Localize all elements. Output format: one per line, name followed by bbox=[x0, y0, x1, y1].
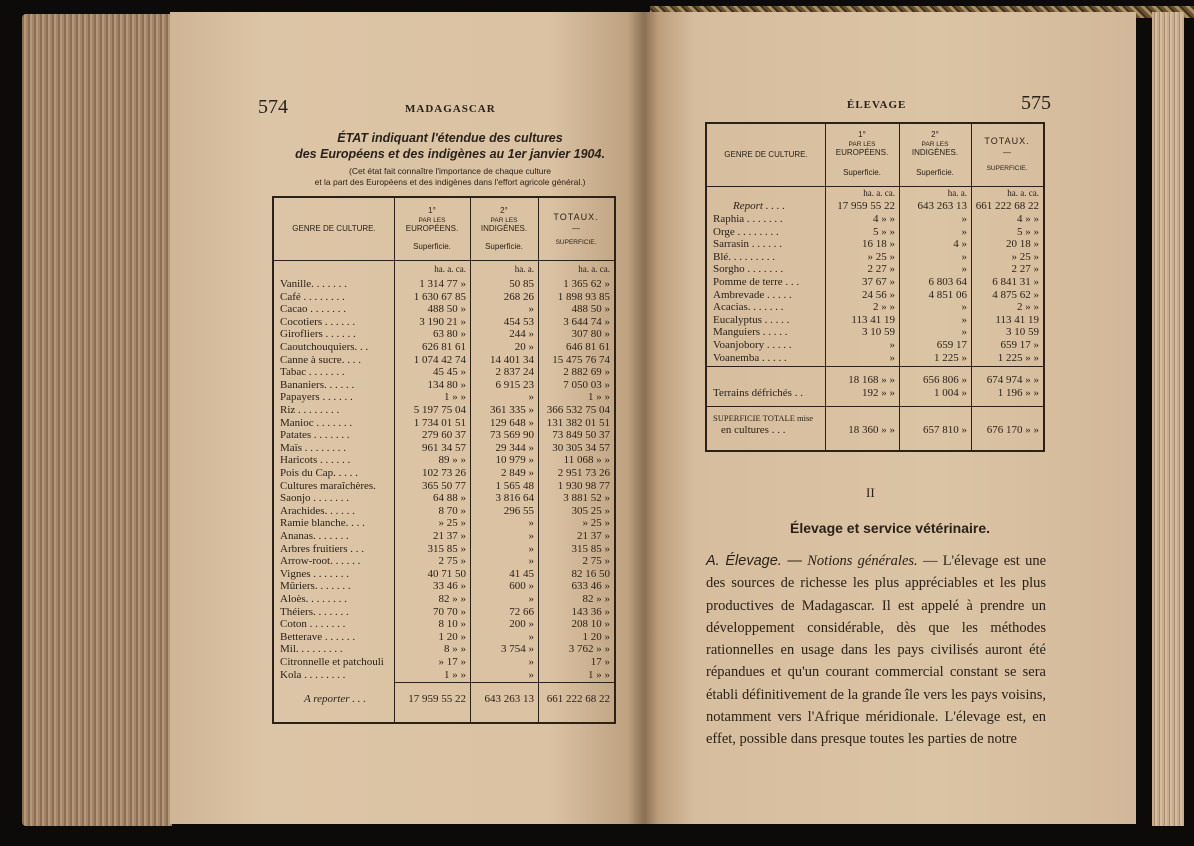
cell-c2: 1 565 48 bbox=[495, 479, 534, 492]
table-row bbox=[274, 517, 614, 529]
cell-name: Raphia . . . . . . . bbox=[713, 213, 783, 225]
table-row-grand-total bbox=[707, 424, 1043, 436]
table-title-line-2: des Européens et des indigènes au 1er janvier 1904. bbox=[295, 147, 605, 161]
table-row bbox=[707, 213, 1043, 225]
grand-total-c2: 657 810 » bbox=[923, 424, 967, 436]
cell-name: Mil. . . . . . . . . bbox=[280, 643, 343, 656]
cell-name: Orge . . . . . . . . bbox=[713, 225, 779, 238]
cell-c1: 24 56 » bbox=[862, 288, 895, 301]
total-name: A reporter . . . bbox=[304, 693, 367, 705]
cell-c2: » bbox=[961, 301, 967, 314]
cell-c3: 5 » » bbox=[1017, 225, 1039, 238]
table-row bbox=[707, 301, 1043, 313]
header-col1-sub-right: Superficie. bbox=[843, 168, 881, 177]
cell-c2: » bbox=[961, 326, 967, 339]
cultures-table-right: GENRE DE CULTURE. 1° PAR LES EUROPÉENS. Superficie. 2° PAR LES INDIGÈNES. Superficie. TOTAUX. — SUPERFICIE. ha. a. ca. ha. a. ha. a. ca. Report . . . . 17 959 55 22 643 263 13 661 222 68 22 Raphia . . . . . . . 4 » » » 4 » » Orge . . . . . . . . 5 » » » 5 » » Sarrasin . . . . . . 16 18 » 4 » 20 18 » Blé. . . . . . . . . » 25 » » » 25 » Sorgho . . . . . . . 2 27 » » 2 27 » Pomme de terre . . . 37 67 » 6 803 64 6 841 31 » Ambrevade . . . . . 24 56 » 4 851 06 4 875 62 » Acacias. . . . . . . 2 » » » 2 » » Eucalyptus . . . . . 113 41 19 » 113 41 19 Manguiers . . . . . 3 10 59 » 3 10 59 Voanjobory . . . . . » 659 17 659 17 » Voanemba . . . . . » 1 225 » 1 225 » » 18 168 » » 656 806 » 674 974 » » Terrains défrichés . . 192 » » 1 004 » 1 196 » » SUPERFICIE TOTALE mise en cultures . . . 18 360 » » 657 810 » 676 170 » » bbox=[705, 122, 1045, 452]
cell-c3: 307 80 » bbox=[571, 328, 610, 341]
page-number-right: 575 bbox=[1021, 92, 1051, 114]
cell-name: Arrow-root. . . . . . bbox=[280, 555, 361, 568]
header-col3-sub: SUPERFICIE. bbox=[555, 239, 597, 246]
cell-c2: » bbox=[528, 303, 534, 316]
cell-c1: 37 67 » bbox=[862, 276, 895, 288]
cell-c3: 1 225 » » bbox=[997, 351, 1039, 364]
cell-c2: 454 53 bbox=[503, 315, 534, 328]
cell-c1: » 25 » bbox=[867, 250, 895, 263]
cell-c3: 143 36 » bbox=[571, 605, 610, 618]
cell-c2: 296 55 bbox=[503, 504, 534, 517]
page-edges-left bbox=[22, 14, 172, 826]
header-col1-num: 1° bbox=[428, 206, 436, 215]
cell-name: Théiers. . . . . . . bbox=[280, 605, 349, 618]
cell-c1: » 25 » bbox=[438, 517, 466, 530]
cell-name: Tabac . . . . . . . bbox=[280, 366, 345, 379]
cultures-table-left: GENRE DE CULTURE. 1° PAR LES EUROPÉENS. Superficie. 2° PAR LES INDIGÈNES. Superficie. TOTAUX. — SUPERFICIE. ha. a. ca. ha. a. ha. a. ca. Vanille. . . . . . . 1 314 77 » 50 85 1 365 62 » Café . . . . . . . . 1 630 67 85 268 26 1 898 93 85 Cacao . . . . . . . 488 50 » » 488 50 » Cocotiers . . . . . . 3 190 21 » 454 53 3 644 74 » Girofliers . . . . . . 63 80 » 244 » 307 80 » Caoutchouquiers. . . 626 81 61 20 » 646 81 61 Canne à sucre. . . . 1 074 42 74 14 401 34 15 475 76 74 Tabac . . . . . . . 45 45 » 2 837 24 2 882 69 » Bananiers. . . . . . 134 80 » 6 915 23 7 050 03 » Papayers . . . . . . 1 » » » 1 » » Riz . . . . . . . . 5 197 75 04 361 335 » 366 532 75 04 Manioc . . . . . . . 1 734 01 51 129 648 » 131 382 01 51 Patates . . . . . . . 279 60 37 73 569 90 73 849 50 37 Maïs . . . . . . . . 961 34 57 29 344 » 30 305 34 57 Haricots . . . . . . 89 » » 10 979 » 11 068 » » Pois du Cap. . . . . 102 73 26 2 849 » 2 951 73 26 Cultures maraîchères. 365 50 77 1 565 48 1 930 98 77 Saonjo . . . . . . . 64 88 » 3 816 64 3 881 52 » Arachides. . . . . . 8 70 » 296 55 305 25 » Ramie blanche. . . . » 25 » » » 25 » Ananas. . . . . . . 21 37 » » 21 37 » Arbres fruitiers . . . 315 85 » » 315 85 » Arrow-root. . . . . . 2 75 » » 2 75 » Vignes . . . . . . . 40 71 50 41 45 82 16 50 Mûriers. . . . . . . 33 46 » 600 » 633 46 » Aloès. . . . . . . . 82 » » » 82 » » Théiers. . . . . . . 70 70 » 72 66 143 36 » Coton . . . . . . . 8 10 » 200 » 208 10 » Betterave . . . . . . 1 20 » » 1 20 » Mil. . . . . . . . . 8 » » 3 754 » 3 762 » » Citronnelle et patchouli » 17 » » 17 » Kola . . . . . . . . 1 » » » 1 » » A reporter . . . 17 959 55 22 643 263 13 661 222 68 22 bbox=[272, 196, 616, 724]
cell-name: Saonjo . . . . . . . bbox=[280, 492, 350, 505]
cell-name: Cacao . . . . . . . bbox=[280, 303, 346, 316]
header-col2-num-right: 2° bbox=[931, 130, 939, 139]
table-row bbox=[707, 276, 1043, 288]
header-col1-a: PAR LES bbox=[418, 217, 446, 224]
cell-c2: » bbox=[961, 313, 967, 326]
cell-c1: 315 85 » bbox=[427, 542, 466, 555]
table-row bbox=[274, 530, 614, 542]
grand-total-name-2: en cultures . . . bbox=[721, 424, 786, 436]
cell-c1: 82 » » bbox=[438, 593, 466, 605]
header-col1-a-right: PAR LES bbox=[848, 141, 876, 148]
table-row bbox=[274, 303, 614, 315]
cell-c2: 29 344 » bbox=[495, 441, 534, 454]
defriches-c3: 1 196 » » bbox=[997, 387, 1039, 399]
cell-c3: 4 » » bbox=[1017, 213, 1039, 225]
cell-name: Ramie blanche. . . . bbox=[280, 517, 365, 530]
cell-name: Eucalyptus . . . . . bbox=[713, 313, 790, 326]
cell-c2: » bbox=[528, 517, 534, 530]
table-row bbox=[707, 226, 1043, 238]
cell-c2: 361 335 » bbox=[490, 404, 534, 416]
cell-c2: 2 849 » bbox=[501, 467, 534, 479]
cell-name: Blé. . . . . . . . . bbox=[713, 250, 776, 263]
cell-c1: 2 75 » bbox=[438, 555, 466, 568]
table-row bbox=[274, 354, 614, 366]
cell-c3: 21 37 » bbox=[577, 530, 610, 542]
cell-c2: » bbox=[528, 542, 534, 555]
cell-c1: 4 » » bbox=[873, 213, 895, 225]
cell-name: Aloès. . . . . . . . bbox=[280, 593, 347, 605]
defriches-c1: 192 » » bbox=[862, 387, 895, 399]
header-genre: GENRE DE CULTURE. bbox=[292, 224, 376, 233]
header-col1-b: EUROPÉENS. bbox=[405, 224, 459, 233]
cell-c1: 5 » » bbox=[873, 225, 895, 238]
cell-name: Haricots . . . . . . bbox=[280, 454, 351, 467]
table-row bbox=[274, 480, 614, 492]
cell-c3: 659 17 » bbox=[1000, 339, 1039, 351]
cell-name: Patates . . . . . . . bbox=[280, 429, 350, 442]
cell-c1: 1 074 42 74 bbox=[413, 353, 466, 366]
grand-total-c3: 676 170 » » bbox=[986, 424, 1039, 436]
cell-name: Pomme de terre . . . bbox=[713, 276, 800, 288]
header-col2-num: 2° bbox=[500, 206, 508, 215]
cell-c1: 8 10 » bbox=[438, 618, 466, 631]
cell-c1: » bbox=[889, 339, 895, 351]
cell-name: Café . . . . . . . . bbox=[280, 290, 345, 303]
cell-c1: 33 46 » bbox=[433, 580, 466, 593]
cell-c3: 488 50 » bbox=[571, 303, 610, 316]
cell-c3: 11 068 » » bbox=[563, 454, 610, 467]
cell-c3: 3 762 » » bbox=[568, 643, 610, 656]
table-row bbox=[274, 341, 614, 353]
table-row bbox=[274, 278, 614, 290]
page-number: 574 bbox=[258, 96, 288, 118]
paragraph-text: — L'élevage est une des sources de richesse les plus appréciables et les plus productives de Madagascar. Il est appelé à prendre un développement considérable, dès que les méthodes rationnelles en usage dans les pays civilisés auront été répandues et qu'un courant commercial constant se sera établi définitivement de la grande île vers les pays voisins, notamment vers l'Afrique méridionale. L'élevage est, en effet, possible dans presque toutes les parties de notre bbox=[706, 553, 1047, 748]
report-c2: 643 263 13 bbox=[917, 200, 967, 212]
table-row bbox=[274, 631, 614, 643]
cell-c3: 82 » » bbox=[582, 593, 610, 605]
header-col3-sub-right: SUPERFICIE. bbox=[986, 165, 1028, 172]
cell-c2: » bbox=[528, 656, 534, 668]
cell-c3: 3 10 59 bbox=[1006, 326, 1039, 339]
cell-c1: 1 » » bbox=[444, 668, 466, 681]
cell-c3: 30 305 34 57 bbox=[552, 441, 610, 454]
cell-name: Cocotiers . . . . . . bbox=[280, 315, 356, 328]
table-row bbox=[707, 289, 1043, 301]
report-c3: 661 222 68 22 bbox=[975, 200, 1039, 212]
cell-c3: 2 » » bbox=[1017, 301, 1039, 314]
cell-c2: » bbox=[528, 593, 534, 605]
grand-total-separator bbox=[707, 406, 1043, 407]
cell-c2: 268 26 bbox=[503, 290, 534, 303]
table-row bbox=[274, 669, 614, 681]
cell-c3: 1 930 98 77 bbox=[557, 479, 610, 492]
table-row bbox=[707, 263, 1043, 275]
unit-c1: ha. a. ca. bbox=[434, 264, 466, 274]
cell-c1: 70 70 » bbox=[433, 605, 466, 618]
unit-c3: ha. a. ca. bbox=[578, 264, 610, 274]
cell-c3: 1 898 93 85 bbox=[557, 290, 610, 303]
cell-name: Riz . . . . . . . . bbox=[280, 404, 340, 416]
subtotal-c1: 18 168 » » bbox=[848, 374, 895, 386]
table-row bbox=[274, 593, 614, 605]
table-row bbox=[274, 404, 614, 416]
cell-c2: » bbox=[961, 263, 967, 276]
subtotal-c3: 674 974 » » bbox=[986, 374, 1039, 386]
cell-c1: 63 80 » bbox=[433, 328, 466, 341]
table-row-grand-total-label bbox=[707, 412, 1043, 424]
cell-c3: 20 18 » bbox=[1006, 238, 1039, 251]
table-row bbox=[274, 492, 614, 504]
cell-c1: 89 » » bbox=[438, 454, 466, 467]
cell-c2: » bbox=[528, 555, 534, 568]
page-edges-right bbox=[1152, 12, 1184, 826]
running-head-right: ÉLEVAGE bbox=[847, 99, 907, 111]
cell-c1: 134 80 » bbox=[427, 378, 466, 391]
cell-name: Betterave . . . . . . bbox=[280, 630, 356, 643]
total-c3: 661 222 68 22 bbox=[546, 693, 610, 705]
cell-c3: 2 951 73 26 bbox=[557, 467, 610, 479]
cell-c1: 279 60 37 bbox=[422, 429, 466, 442]
cell-c1: 2 » » bbox=[873, 301, 895, 314]
section-number: II bbox=[866, 485, 875, 500]
table-row bbox=[707, 326, 1043, 338]
cell-name: Papayers . . . . . . bbox=[280, 391, 353, 404]
cell-c3: 7 050 03 » bbox=[563, 378, 610, 391]
cell-name: Arbres fruitiers . . . bbox=[280, 542, 365, 555]
table-row bbox=[274, 543, 614, 555]
grand-total-c1: 18 360 » » bbox=[848, 424, 895, 436]
report-c1: 17 959 55 22 bbox=[837, 200, 895, 212]
header-col2-a: PAR LES bbox=[490, 217, 518, 224]
cell-c3: 1 » » bbox=[588, 668, 610, 681]
cell-c2: 6 915 23 bbox=[495, 378, 534, 391]
cell-c3: » 25 » bbox=[1011, 250, 1039, 263]
cell-c3: 2 27 » bbox=[1011, 263, 1039, 276]
unit-c3-right: ha. a. ca. bbox=[1007, 188, 1039, 198]
cell-name: Vanille. . . . . . . bbox=[280, 278, 347, 290]
table-row bbox=[274, 643, 614, 655]
cell-c1: 3 190 21 » bbox=[419, 315, 466, 328]
header-genre-right: GENRE DE CULTURE. bbox=[724, 150, 808, 159]
cell-name: Manioc . . . . . . . bbox=[280, 416, 353, 429]
cell-name: Cultures maraîchères. bbox=[280, 479, 376, 492]
cell-c3: » 25 » bbox=[582, 517, 610, 530]
table-row bbox=[274, 454, 614, 466]
total-c2: 643 263 13 bbox=[484, 693, 534, 705]
table-row bbox=[274, 391, 614, 403]
total-separator bbox=[394, 682, 614, 683]
cell-name: Sarrasin . . . . . . bbox=[713, 238, 783, 251]
cell-c1: 8 » » bbox=[444, 643, 466, 656]
unit-c2: ha. a. bbox=[514, 264, 534, 274]
table-row bbox=[274, 606, 614, 618]
cell-c1: 488 50 » bbox=[427, 303, 466, 316]
cell-c2: 4 » bbox=[953, 238, 967, 251]
cell-c2: 20 » bbox=[514, 341, 534, 353]
cell-c2: 10 979 » bbox=[495, 454, 534, 467]
cell-c3: 15 475 76 74 bbox=[552, 353, 610, 366]
table-note-line-1: (Cet état fait connaître l'importance de chaque culture bbox=[349, 166, 551, 176]
cell-c2: 2 837 24 bbox=[495, 366, 534, 379]
table-row bbox=[274, 555, 614, 567]
table-row bbox=[707, 314, 1043, 326]
unit-c2-right: ha. a. bbox=[947, 188, 967, 198]
cell-c2: 73 569 90 bbox=[490, 429, 534, 442]
header-col2-a-right: PAR LES bbox=[921, 141, 949, 148]
header-col2-sub-right: Superficie. bbox=[916, 168, 954, 177]
cell-c2: » bbox=[961, 225, 967, 238]
subtotal-separator bbox=[707, 366, 1043, 367]
cell-name: Canne à sucre. . . . bbox=[280, 353, 361, 366]
header-col2-b-right: INDIGÈNES. bbox=[911, 148, 959, 157]
cell-c1: 1 314 77 » bbox=[419, 278, 466, 290]
cell-c1: 113 41 19 bbox=[851, 313, 895, 326]
cell-c3: 315 85 » bbox=[571, 542, 610, 555]
cell-name: Sorgho . . . . . . . bbox=[713, 263, 784, 276]
cell-name: Bananiers. . . . . . bbox=[280, 378, 355, 391]
cell-name: Vignes . . . . . . . bbox=[280, 567, 350, 580]
header-col3-a: TOTAUX. bbox=[553, 212, 599, 222]
cell-c1: 1 » » bbox=[444, 391, 466, 404]
table-row bbox=[274, 429, 614, 441]
cell-c3: 1 20 » bbox=[582, 630, 610, 643]
cell-name: Voanjobory . . . . . bbox=[713, 339, 792, 351]
cell-c3: 3 881 52 » bbox=[563, 492, 610, 505]
cell-c1: 1 734 01 51 bbox=[413, 416, 466, 429]
cell-name: Citronnelle et patchouli bbox=[280, 656, 384, 668]
grand-total-name-1: SUPERFICIE TOTALE mise bbox=[713, 413, 814, 423]
cell-c3: 131 382 01 51 bbox=[546, 416, 610, 429]
table-row bbox=[707, 251, 1043, 263]
table-row bbox=[274, 505, 614, 517]
cell-name: Mûriers. . . . . . . bbox=[280, 580, 351, 593]
cell-name: Girofliers . . . . . . bbox=[280, 328, 356, 341]
table-row bbox=[707, 238, 1043, 250]
cell-c3: 17 » bbox=[590, 656, 610, 668]
cell-c2: » bbox=[528, 668, 534, 681]
cell-c1: 8 70 » bbox=[438, 504, 466, 517]
defriches-name: Terrains défrichés . . bbox=[713, 387, 803, 399]
defriches-c2: 1 004 » bbox=[934, 387, 967, 399]
cell-c2: 6 803 64 bbox=[928, 276, 967, 288]
cell-c3: 82 16 50 bbox=[571, 567, 610, 580]
table-row bbox=[274, 291, 614, 303]
cell-name: Acacias. . . . . . . bbox=[713, 301, 784, 314]
cell-c3: 113 41 19 bbox=[995, 313, 1039, 326]
cell-c2: 129 648 » bbox=[490, 416, 534, 429]
table-row-total bbox=[274, 693, 614, 705]
cell-name: Coton . . . . . . . bbox=[280, 618, 346, 631]
paragraph-lead-2: Notions générales. bbox=[807, 553, 918, 569]
table-row bbox=[274, 467, 614, 479]
report-name: Report . . . . bbox=[733, 200, 785, 212]
cell-name: Maïs . . . . . . . . bbox=[280, 441, 346, 454]
cell-c2: » bbox=[961, 250, 967, 263]
cell-c1: » bbox=[889, 351, 895, 364]
body-paragraph bbox=[706, 550, 1046, 751]
table-row bbox=[274, 580, 614, 592]
table-row bbox=[274, 618, 614, 630]
subtotal-c2: 656 806 » bbox=[923, 374, 967, 386]
cell-name: Pois du Cap. . . . . bbox=[280, 467, 358, 479]
cell-c3: 2 75 » bbox=[582, 555, 610, 568]
table-title-line-1: ÉTAT indiquant l'étendue des cultures bbox=[337, 131, 563, 145]
header-col1-num-right: 1° bbox=[858, 130, 866, 139]
cell-c2: 3 754 » bbox=[501, 643, 534, 656]
cell-c3: 1 » » bbox=[588, 391, 610, 404]
cell-c1: 626 81 61 bbox=[422, 341, 466, 353]
table-row bbox=[274, 328, 614, 340]
cell-c1: 1 20 » bbox=[438, 630, 466, 643]
cell-c2: 1 225 » bbox=[934, 351, 967, 364]
cell-c3: 6 841 31 » bbox=[992, 276, 1039, 288]
cell-c3: 1 365 62 » bbox=[563, 278, 610, 290]
cell-c1: 102 73 26 bbox=[422, 467, 466, 479]
cell-c3: 646 81 61 bbox=[566, 341, 610, 353]
header-col2-b: INDIGÈNES. bbox=[480, 224, 528, 233]
cell-c3: 4 875 62 » bbox=[992, 288, 1039, 301]
cell-c2: 200 » bbox=[509, 618, 534, 631]
cell-c1: 3 10 59 bbox=[862, 326, 895, 339]
cell-c2: 244 » bbox=[509, 328, 534, 341]
cell-c1: 5 197 75 04 bbox=[413, 404, 466, 416]
cell-c1: 365 50 77 bbox=[422, 479, 466, 492]
cell-name: Ambrevade . . . . . bbox=[713, 288, 792, 301]
cell-name: Caoutchouquiers. . . bbox=[280, 341, 369, 353]
cell-c2: 4 851 06 bbox=[928, 288, 967, 301]
table-row bbox=[274, 366, 614, 378]
running-head: MADAGASCAR bbox=[405, 103, 496, 115]
cell-c1: 64 88 » bbox=[433, 492, 466, 505]
cell-name: Voanemba . . . . . bbox=[713, 351, 787, 364]
unit-c1-right: ha. a. ca. bbox=[863, 188, 895, 198]
table-row bbox=[707, 352, 1043, 364]
cell-c2: 3 816 64 bbox=[495, 492, 534, 505]
cell-c2: 659 17 bbox=[936, 339, 967, 351]
cell-c3: 208 10 » bbox=[571, 618, 610, 631]
cell-c2: 14 401 34 bbox=[490, 353, 534, 366]
cell-c1: 1 630 67 85 bbox=[413, 290, 466, 303]
cell-c2: 600 » bbox=[509, 580, 534, 593]
cell-name: Ananas. . . . . . . bbox=[280, 530, 349, 542]
table-row bbox=[274, 656, 614, 668]
cell-c2: » bbox=[528, 391, 534, 404]
cell-name: Arachides. . . . . . bbox=[280, 504, 355, 517]
header-col1-b-right: EUROPÉENS. bbox=[835, 148, 889, 157]
cell-c3: 633 46 » bbox=[571, 580, 610, 593]
cell-c1: 2 27 » bbox=[867, 263, 895, 276]
cell-c3: 3 644 74 » bbox=[563, 315, 610, 328]
cell-c1: » 17 » bbox=[438, 656, 466, 668]
book-gutter bbox=[628, 12, 658, 824]
cell-c1: 21 37 » bbox=[433, 530, 466, 542]
header-col2-sub: Superficie. bbox=[485, 242, 523, 251]
total-c1: 17 959 55 22 bbox=[408, 693, 466, 705]
cell-c3: 305 25 » bbox=[571, 504, 610, 517]
section-title: Élevage et service vétérinaire. bbox=[789, 520, 991, 536]
cell-c1: 45 45 » bbox=[433, 366, 466, 379]
table-row bbox=[274, 568, 614, 580]
cell-name: Kola . . . . . . . . bbox=[280, 668, 346, 681]
cell-c2: 41 45 bbox=[509, 567, 534, 580]
table-row bbox=[274, 442, 614, 454]
cell-c2: » bbox=[528, 630, 534, 643]
cell-c3: 366 532 75 04 bbox=[546, 404, 610, 416]
table-row bbox=[274, 316, 614, 328]
cell-name: Manguiers . . . . . bbox=[713, 326, 788, 339]
paragraph-lead: A. Élevage. — bbox=[706, 553, 802, 569]
cell-c1: 40 71 50 bbox=[427, 567, 466, 580]
table-row bbox=[707, 339, 1043, 351]
header-col1-sub: Superficie. bbox=[413, 242, 451, 251]
table-row bbox=[274, 379, 614, 391]
table-row bbox=[274, 417, 614, 429]
cell-c2: 72 66 bbox=[509, 605, 534, 618]
cell-c1: 961 34 57 bbox=[422, 441, 466, 454]
table-row-report bbox=[707, 200, 1043, 212]
cell-c2: » bbox=[528, 530, 534, 542]
cell-c1: 16 18 » bbox=[862, 238, 895, 251]
header-col3-a-right: TOTAUX. bbox=[984, 136, 1030, 146]
cell-c2: » bbox=[961, 213, 967, 225]
cell-c3: 2 882 69 » bbox=[563, 366, 610, 379]
table-note-line-2: et la part des Européens et des indigènes dans l'effort agricole général.) bbox=[314, 177, 586, 187]
cell-c3: 73 849 50 37 bbox=[552, 429, 610, 442]
table-row-subtotal bbox=[707, 374, 1043, 386]
cell-c2: 50 85 bbox=[509, 278, 534, 290]
table-row-defriches bbox=[707, 387, 1043, 399]
